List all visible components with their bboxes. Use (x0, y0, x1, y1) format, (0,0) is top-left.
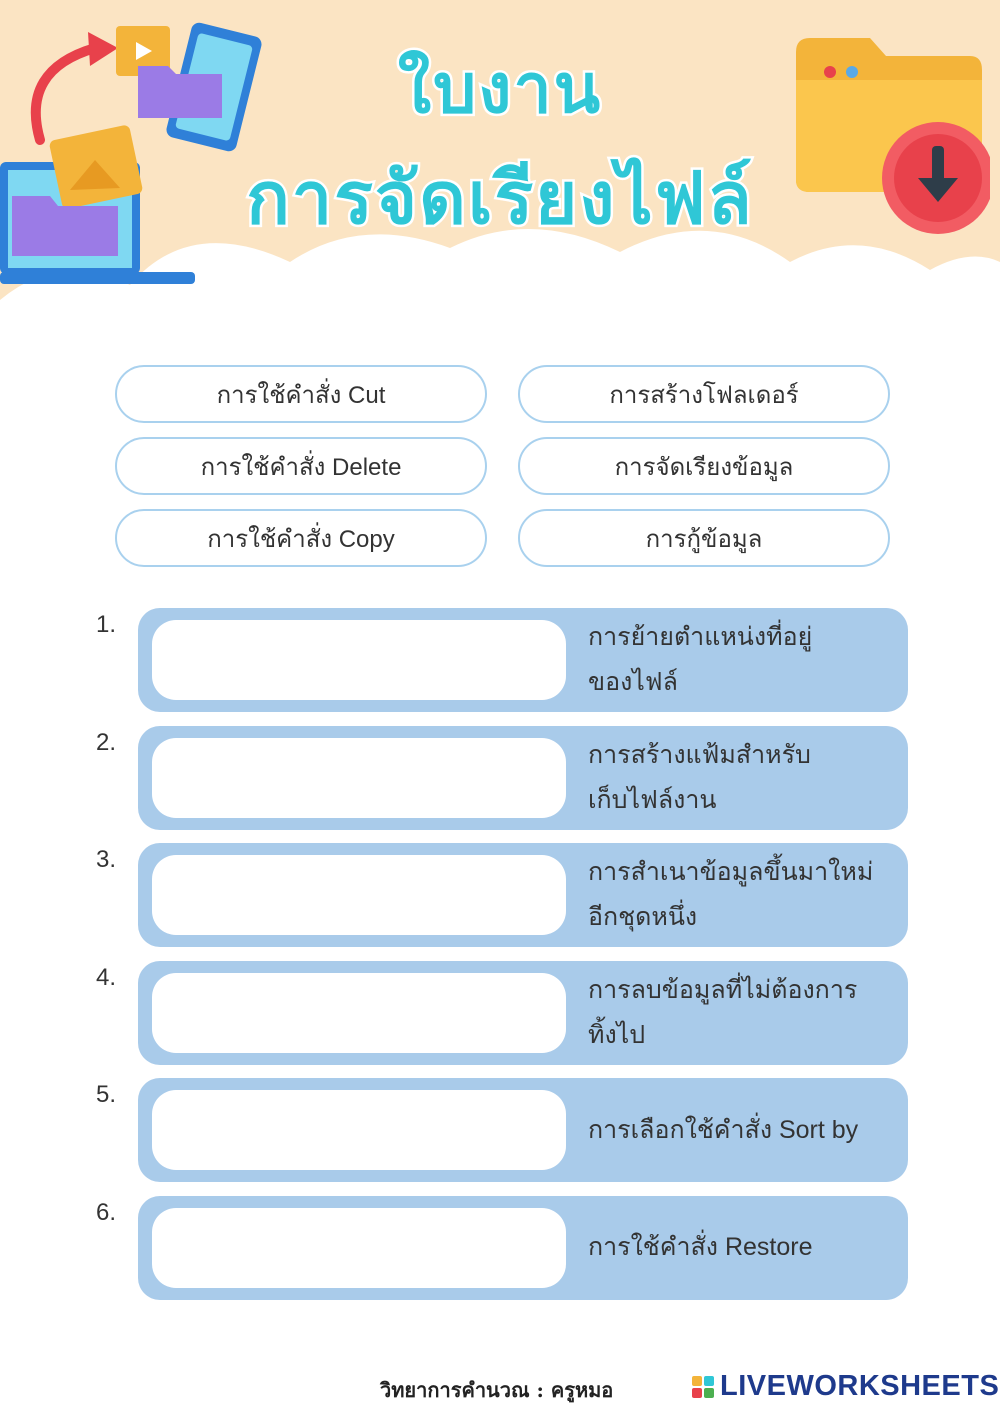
answer-field[interactable] (152, 620, 566, 700)
answer-field[interactable] (152, 973, 566, 1053)
question-row (90, 958, 910, 1076)
question-row (90, 605, 910, 723)
question-description: การย้ายตำแหน่งที่อยู่ ของไฟล์ (588, 623, 813, 696)
option-cut[interactable]: การใช้คำสั่ง Cut (115, 365, 487, 423)
question-row (90, 840, 910, 958)
question-description: การสร้างแฟ้มสำหรับ เก็บไฟล์งาน (588, 740, 811, 814)
worksheet-header (0, 0, 1000, 330)
question-box (138, 608, 908, 712)
question-row (90, 1075, 910, 1193)
page-subtitle: การจัดเรียงไฟล์ (246, 156, 754, 240)
question-number: 6. (96, 1198, 117, 1226)
question-box (138, 726, 908, 830)
answer-field[interactable] (152, 1090, 566, 1170)
answer-options (115, 365, 890, 567)
liveworksheets-logo-icon (692, 1376, 714, 1398)
question-box (138, 961, 908, 1065)
liveworksheets-brand (692, 1370, 999, 1403)
option-delete[interactable]: การใช้คำสั่ง Delete (115, 437, 487, 495)
question-number: 1. (96, 611, 117, 638)
option-copy[interactable]: การใช้คำสั่ง Copy (115, 509, 487, 567)
question-description: การเลือกใช้คำสั่ง Sort by (588, 1115, 859, 1144)
question-description: การลบข้อมูลที่ไม่ต้องการ ทิ้งไป (588, 975, 858, 1049)
option-sort-data[interactable]: การจัดเรียงข้อมูล (518, 437, 890, 495)
question-number: 3. (96, 846, 117, 873)
question-row (90, 723, 910, 841)
question-list (90, 605, 910, 1310)
question-number: 2. (96, 728, 117, 756)
question-box (138, 1196, 908, 1300)
page-title: ใบงาน (397, 50, 603, 129)
question-description: การใช้คำสั่ง Restore (588, 1233, 813, 1261)
question-number: 5. (96, 1081, 117, 1108)
brand-name: LIVEWORKSHEETS (720, 1370, 1000, 1402)
question-description: การสำเนาข้อมูลขึ้นมาใหม่ อีกชุดหนึ่ง (588, 858, 874, 931)
question-box (138, 1078, 908, 1182)
question-number: 4. (96, 963, 117, 991)
question-row (90, 1193, 910, 1311)
answer-field[interactable] (152, 1208, 566, 1288)
question-box (138, 843, 908, 947)
answer-field[interactable] (152, 855, 566, 935)
answer-field[interactable] (152, 738, 566, 818)
footer-credit: วิทยาการคำนวณ : ครูหมอ (380, 1378, 614, 1402)
option-create-folder[interactable]: การสร้างโฟลเดอร์ (518, 365, 890, 423)
option-recover-data[interactable]: การกู้ข้อมูล (518, 509, 890, 567)
